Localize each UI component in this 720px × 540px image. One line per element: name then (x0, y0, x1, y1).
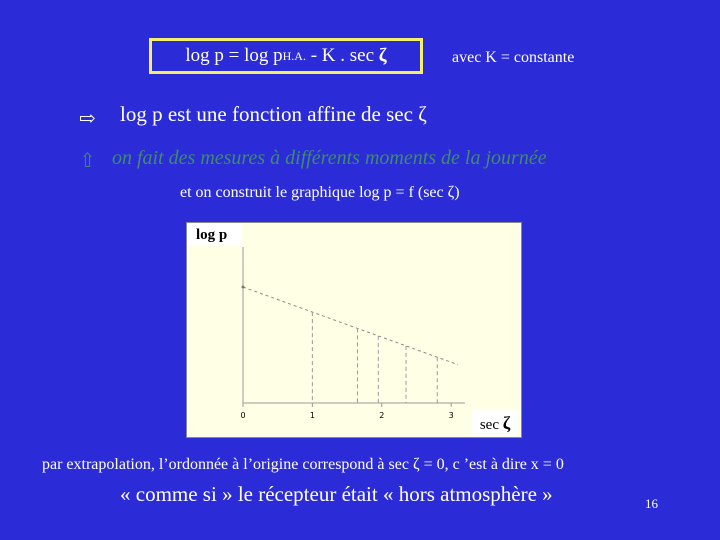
arrow-up-icon: ⇧ (79, 150, 96, 172)
constant-note: avec K = constante (452, 49, 575, 66)
formula-box (149, 38, 423, 74)
fit-line (243, 287, 458, 365)
formula-lhs: log p = log p (185, 45, 283, 66)
chart-y-label: log p (188, 224, 242, 246)
x-tick-label: 2 (379, 411, 385, 420)
affine-statement: log p est une fonction affine de sec ζ (120, 102, 427, 126)
chart-x-label (472, 410, 518, 436)
intercept-point (242, 286, 245, 289)
x-tick-label: 1 (309, 411, 315, 420)
extrapolation-statement: par extrapolation, l’ordonnée à l’origine correspond à sec ζ = 0, c ’est à dire x = 0 (42, 456, 564, 473)
x-tick-label: 0 (240, 411, 246, 420)
chart-frame (186, 222, 522, 438)
x-tick-label: 3 (448, 411, 454, 420)
graph-statement: et on construit le graphique log p = f (sec ζ) (180, 184, 460, 201)
page-number: 16 (645, 496, 658, 511)
chart-svg (187, 223, 523, 439)
chart-x-label-text: sec (479, 417, 503, 433)
formula-zeta: ζ (378, 45, 387, 66)
formula-rhs: - K . sec (305, 45, 379, 66)
chart-x-label-zeta: ζ (502, 413, 511, 433)
measurements-statement: on fait des mesures à différents moments de la journée (112, 147, 547, 169)
formula-subscript: H.A. (282, 48, 306, 63)
conclusion-statement: « comme si » le récepteur était « hors atmosphère » (120, 482, 553, 506)
arrow-right-icon: ⇨ (79, 108, 96, 130)
